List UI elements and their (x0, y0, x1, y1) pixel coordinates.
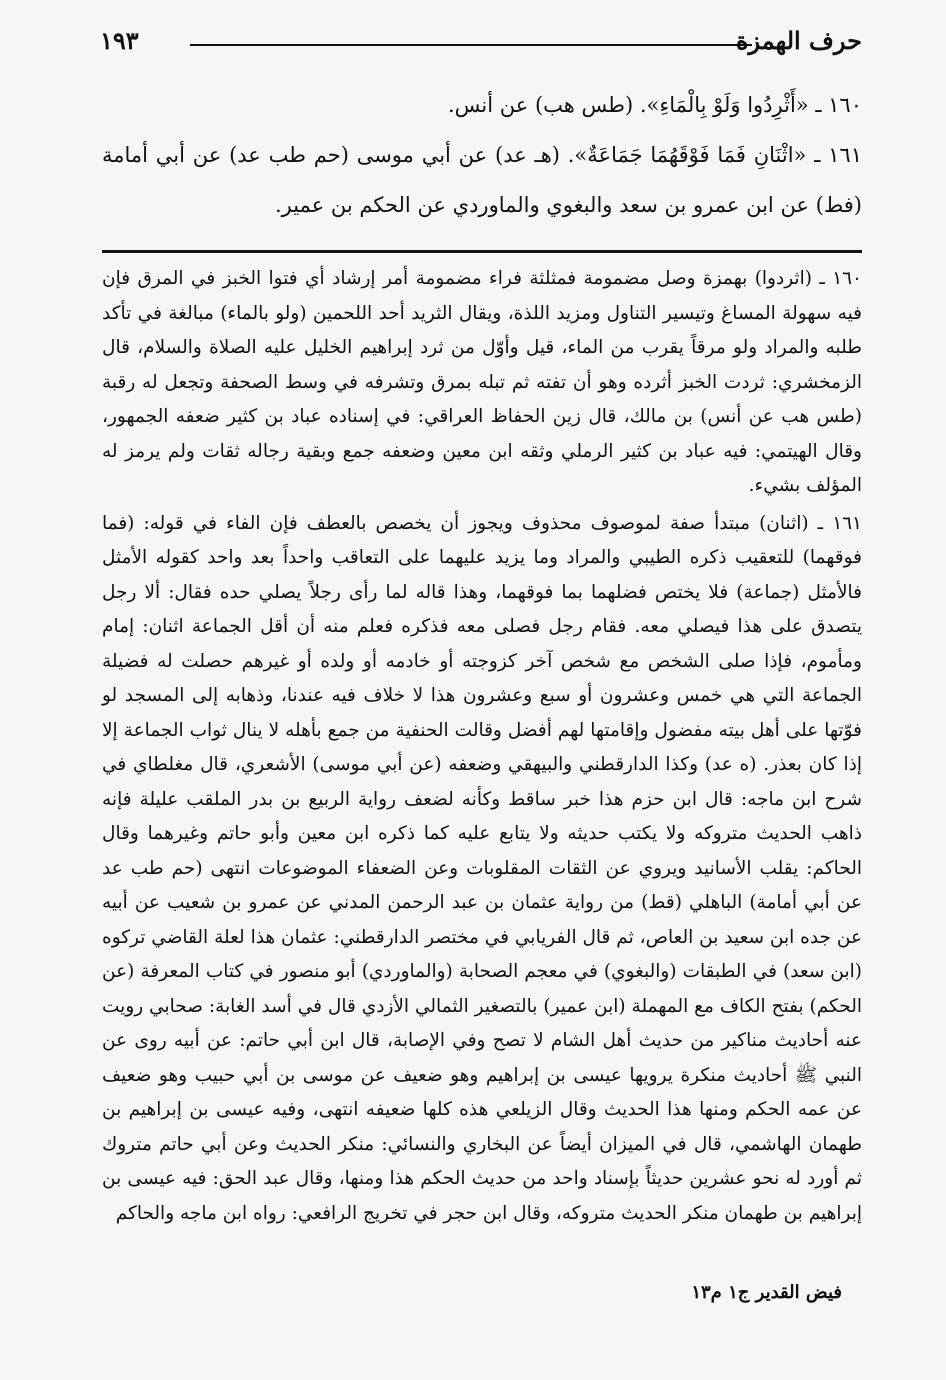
commentary-block (102, 262, 862, 1234)
page-number: ١٩٣ (100, 26, 139, 55)
page-header (100, 22, 862, 62)
commentary-161: ١٦١ ـ (اثنان) مبتدأ صفة لموصوف محذوف ويجوز أن يخصص بالعطف فإن الفاء في قوله: (فما فوقهما) للتعقيب ذكره الطيبي والمراد وما يزيد عليهما على التعاقب واحداً بعد واحد كقوله الأمثل فالأمثل (جماعة) فلا يختص فضلهما بما فوقهما، وهذا قاله لما رأى رجلاً يصلي حده فقال: ألا رجل يتصدق على هذا فيصلي معه. فقام رجل فصلى معه فذكره فعلم منه أن أقل الجماعة اثنان: إمام ومأموم، فإذا صلى الشخص مع شخص آخر كزوجته أو خادمه أو ولده أو غيرهم حصلت له فضيلة الجماعة التي هي خمس وعشرون أو سبع وعشرون هذا لا خلاف فيه عندنا، وذهابه إلى المسجد لو فوّتها على أهل بيته مفضول وإقامتها لهم أفضل وقالت الحنفية من جمع بأهله لا ينال ثواب الجماعة إلا إذا كان بعذر. (ه عد) وكذا الدارقطني والبيهقي وضعفه (عن أبي موسى) الأشعري، قال مغلطاي في شرح ابن ماجه: قال ابن حزم هذا خبر ساقط وكأنه لضعف رواية الربيع بن بدر الملقب عليلة فإنه ذاهب الحديث متروكه ولا يكتب حديثه ولا يتابع عليه كما ذكره ابن معين وأبو حاتم وغيرهما وقال الحاكم: يقلب الأسانيد ويروي عن الثقات المقلوبات وعن الضعفاء الموضوعات انتهى (حم طب عد عن أبي أمامة) الباهلي (قط) من رواية عثمان بن عبد الرحمن المدني عن عمرو بن شعيب عن أبيه عن جده ابن سعيد بن العاص، ثم قال الفريابي في مختصر الدارقطني: عثمان هذا لعلة القاضي تركوه (ابن سعد) في الطبقات (والبغوي) في معجم الصحابة (والماوردي) أبو منصور في كتاب المعرفة (عن الحكم) بفتح الكاف مع المهملة (ابن عمير) بالتصغير الثمالي الأزدي قال في أسد الغابة: صحابي رويت عنه أحاديث مناكير من حديث أهل الشام لا تصح وفي الإصابة، قال ابن أبي حاتم: عن أبيه روى عن النبي ﷺ أحاديث منكرة يرويها عيسى بن إبراهيم وهو ضعيف عن موسى بن أبي حبيب وهو ضعيف عن عمه الحكم ومنها هذا الحديث وقال الزيلعي هذه كلها ضعيفه انتهى، وفيه عيسى بن إبراهيم بن طهمان الهاشمي، قال في الميزان أيضاً عن البخاري والنسائي: منكر الحديث وعن أبي حاتم متروك ثم أورد له نحو عشرين حديثاً بإسناد واحد من حديث الحكم هذا ومنها، وقال عبد الحق: فيه عيسى بن إبراهيم بن طهمان منكر الحديث متروكه، وقال ابن حجر في تخريج الرافعي: رواه ابن ماجه والحاكم (102, 512, 862, 1224)
hadith-160: ١٦٠ ـ «أَثْرِدُوا وَلَوْ بِالْمَاءِ». (طس هب) عن أنس. (447, 93, 862, 117)
header-rule (190, 44, 752, 46)
hadith-161: ١٦١ ـ «اثْنَانِ فَمَا فَوْقَهُمَا جَمَاعَةٌ». (هـ عد) عن أبي موسى (حم طب عد) عن أبي أمامة (فط) عن ابن عمرو بن سعد والبغوي والماوردي عن الحكم بن عمير. (102, 143, 862, 217)
section-separator (102, 250, 862, 253)
commentary-160: ١٦٠ ـ (اثردوا) بهمزة وصل مضمومة فمثلثة فراء مضمومة أمر إرشاد أي فتوا الخبز في المرق فإن فيه سهولة المساغ وتيسير التناول ومزيد اللذة، ويقال الثريد أحد اللحمين (ولو بالماء) مبالغة في تأكد طلبه والمراد ولو مرقاً يقرب من الماء، قيل وأوّل من ثرد إبراهيم الخليل عليه الصلاة والسلام، قال الزمخشري: ثردت الخبز أثرده وهو أن تفته ثم تبله بمرق وتشرفه في وسط الصحفة وتجعل له رقبة (طس هب عن أنس) بن مالك، قال زين الحفاظ العراقي: في إسناده عباد بن كثير ضعفه الجمهور، وقال الهيتمي: فيه عباد بن كثير الرملي وثقه ابن معين وضعفه جمع وبقية رجاله ثقات ولم يرمز له المؤلف بشيء. (102, 268, 862, 496)
footer-signature: فيض القدير ج١ م١٣ (691, 1282, 842, 1303)
chapter-title: حرف الهمزة (735, 26, 862, 55)
